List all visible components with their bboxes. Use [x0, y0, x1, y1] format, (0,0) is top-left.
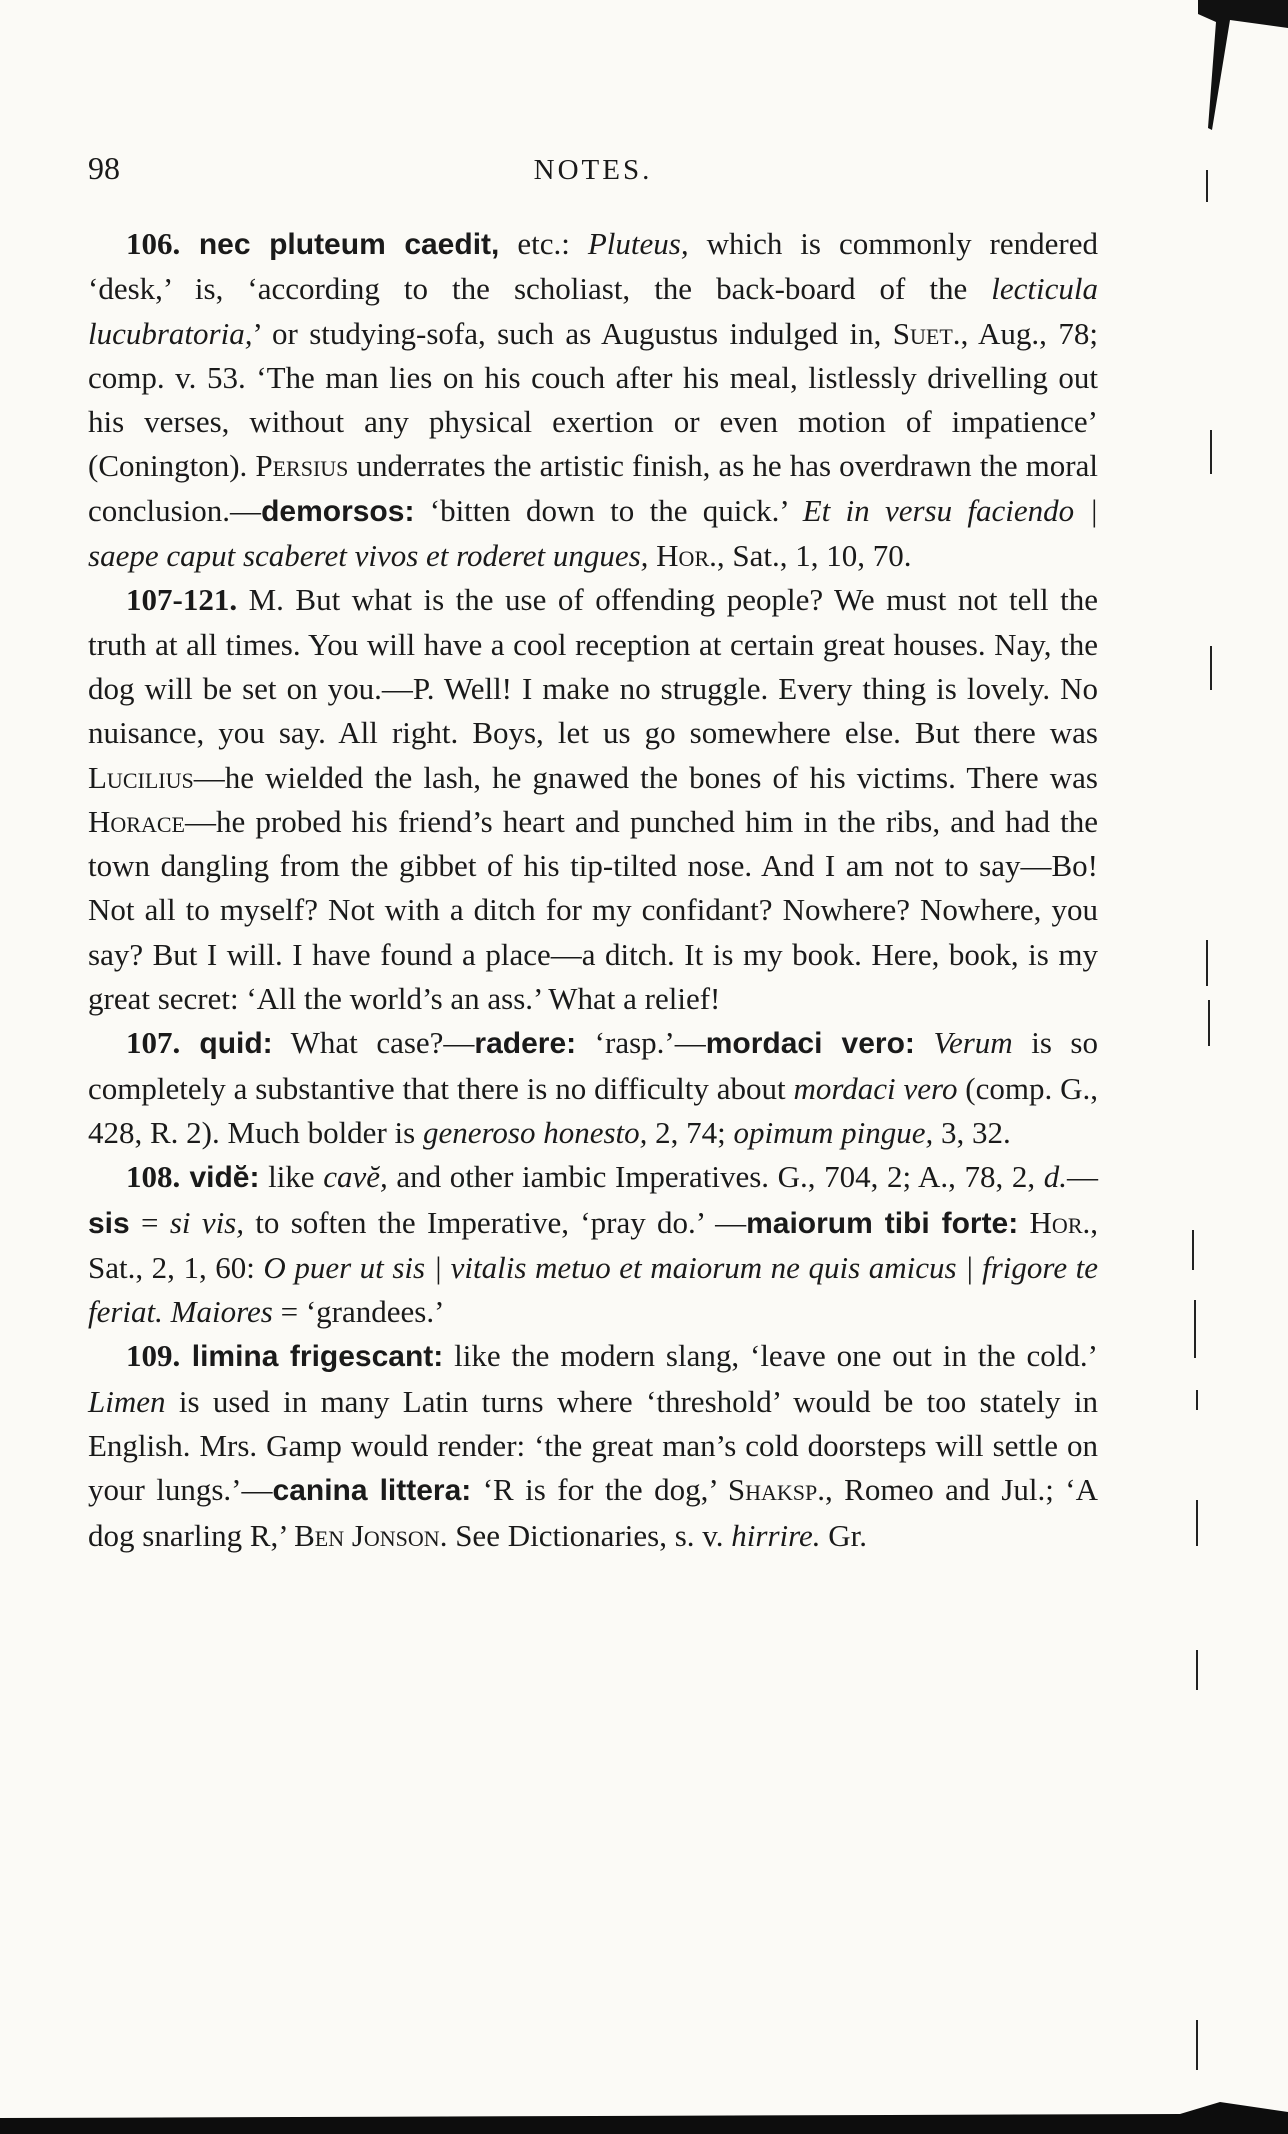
note-paragraph	[88, 222, 1098, 578]
lemma: mordaci vero:	[705, 1027, 915, 1061]
note-text	[915, 1025, 934, 1060]
lemma: limina frigescant:	[180, 1340, 444, 1374]
margin-mark	[1194, 1300, 1196, 1358]
lemma: nec pluteum caedit,	[180, 228, 500, 261]
note-text: Suet.	[892, 315, 961, 351]
line-reference: 108.	[126, 1159, 181, 1195]
note-text: ‘R is for the dog,’	[471, 1472, 728, 1508]
note-text: ‘rasp.’—	[576, 1025, 706, 1061]
note-text: opimum pingue,	[733, 1114, 934, 1150]
margin-mark	[1208, 1000, 1210, 1046]
note-text: , Sat., 1, 10, 70.	[716, 538, 912, 574]
note-paragraph	[88, 578, 1098, 1021]
note-text: underrates the artistic finish, as he has overdrawn the moral conclusion.—	[88, 448, 1098, 528]
note-text	[1018, 1205, 1029, 1240]
note-text: which is commonly rendered ‘desk,’ is, ‘according to the scholiast, the back-board of the	[88, 226, 1098, 307]
note-text: Horace	[88, 803, 185, 839]
note-text: = ‘grandees.’	[272, 1294, 445, 1330]
note-text: Et in versu faciendo | saepe caput scaberet vivos et roderet ungues,	[88, 492, 1098, 574]
lemma: vidĕ:	[180, 1161, 260, 1195]
note-text: cavĕ,	[323, 1159, 388, 1195]
note-text: to soften the Imperative, ‘pray do.’ —	[244, 1204, 747, 1240]
note-text: 2, 74;	[647, 1114, 734, 1150]
note-text: etc.:	[499, 226, 588, 261]
margin-mark	[1206, 170, 1208, 202]
note-text: ’ or studying-sofa, such as Augustus indulged in,	[252, 315, 893, 351]
lemma: radere:	[474, 1027, 577, 1061]
note-paragraph	[88, 1155, 1098, 1334]
note-text: lecticula lucubratoria,	[88, 271, 1098, 351]
lemma: demorsos:	[261, 494, 415, 528]
note-text: Gr.	[820, 1517, 868, 1553]
lemma: sis	[88, 1206, 130, 1240]
line-reference: 109.	[126, 1338, 181, 1374]
margin-mark	[1192, 1230, 1194, 1270]
note-text: si vis,	[169, 1204, 244, 1240]
lemma: maiorum tibi forte:	[746, 1206, 1019, 1240]
note-text	[648, 538, 656, 573]
lemma: canina littera:	[272, 1474, 472, 1508]
note-text: M. But what is the use of offending people? We must not tell the truth at all times. You will have a cool reception at certain great houses. Nay, the dog will be set on you.—P. Well! I make no struggle. Every thing is lovely. No nuisance, you say. All right. Boys, let us go somewhere else. But there was	[88, 582, 1098, 751]
margin-mark	[1196, 1500, 1198, 1546]
note-text: Ben Jonson	[294, 1517, 440, 1553]
note-text: . See Dictionaries, s. v.	[439, 1517, 732, 1553]
lemma: quid:	[180, 1027, 273, 1061]
note-text: Persius	[255, 448, 349, 484]
margin-mark	[1196, 2020, 1198, 2070]
note-text: generoso honesto,	[422, 1114, 648, 1150]
page-number: 98	[88, 150, 120, 186]
note-text: Limen	[88, 1383, 166, 1419]
page-header	[88, 150, 1098, 200]
note-text: (comp. G., 428, R. 2). Much bolder is	[88, 1070, 1098, 1150]
note-text: is used in many Latin turns where ‘threshold’ would be too stately in English. Mrs. Gamp would render: ‘the great man’s cold doorsteps will settle on your lungs.’—	[88, 1383, 1098, 1508]
note-text: What case?—	[272, 1025, 475, 1061]
notes-body	[88, 222, 1098, 1558]
page-edge-shadow	[0, 2074, 1288, 2134]
note-text: —	[1067, 1159, 1098, 1195]
note-text: Shaksp.	[727, 1472, 825, 1508]
note-text: d.	[1043, 1159, 1067, 1195]
note-text: , Romeo and Jul.; ‘A dog snarling R,’	[88, 1472, 1099, 1553]
note-text: 3, 32.	[933, 1114, 1011, 1150]
running-head: NOTES.	[533, 154, 653, 186]
note-paragraph	[88, 1021, 1098, 1155]
note-paragraph	[88, 1334, 1098, 1557]
note-text: Pluteus,	[587, 226, 689, 261]
note-text: hirrire.	[731, 1517, 821, 1553]
note-text: —he probed his friend’s heart and punched him in the ribs, and had the town dangling from the gibbet of his tip-tilted nose. And I am not to say—Bo! Not all to myself? Not with a ditch for my confidant? Nowhere? Nowhere, you say? But I will. I have found a place—a ditch. It is my book. Here, book, is my great secret: ‘All the world’s an ass.’ What a relief!	[88, 803, 1098, 1017]
note-text: Lucilius	[88, 759, 194, 795]
note-text: is so completely a substantive that there is no difficulty about	[88, 1025, 1098, 1106]
note-text: Hor.	[656, 538, 717, 574]
note-text: O puer ut sis | vitalis metuo et maiorum ne quis amicus | frigore te feriat. Maiores	[88, 1249, 1098, 1330]
margin-mark	[1210, 430, 1212, 474]
note-text: like the modern slang, ‘leave one out in the cold.’	[443, 1338, 1098, 1374]
note-text: , Sat., 2, 1, 60:	[88, 1204, 1098, 1285]
note-text: like	[259, 1159, 324, 1195]
note-text: mordaci vero	[793, 1070, 958, 1106]
page-corner-shadow	[1198, 0, 1288, 140]
note-text: and other iambic Imperatives. G., 704, 2; A., 78, 2,	[387, 1159, 1044, 1195]
note-text: —he wielded the lash, he gnawed the bones of his victims. There was	[193, 759, 1098, 795]
line-reference: 107.	[126, 1025, 181, 1061]
note-text: ‘bitten down to the quick.’	[414, 492, 803, 528]
line-reference: 106.	[126, 226, 181, 261]
margin-mark	[1196, 1650, 1198, 1690]
line-reference: 107-121.	[126, 582, 238, 618]
note-text: =	[129, 1204, 170, 1240]
margin-mark	[1210, 646, 1212, 690]
note-text: , Aug., 78; comp. v. 53. ‘The man lies on his couch after his meal, listlessly drivelling out his verses, without any physical exertion or even motion of impatience’ (Conington).	[88, 315, 1098, 484]
margin-mark	[1206, 940, 1208, 986]
note-text: Verum	[933, 1025, 1013, 1061]
margin-mark	[1196, 1390, 1198, 1410]
note-text: Hor.	[1029, 1204, 1091, 1240]
